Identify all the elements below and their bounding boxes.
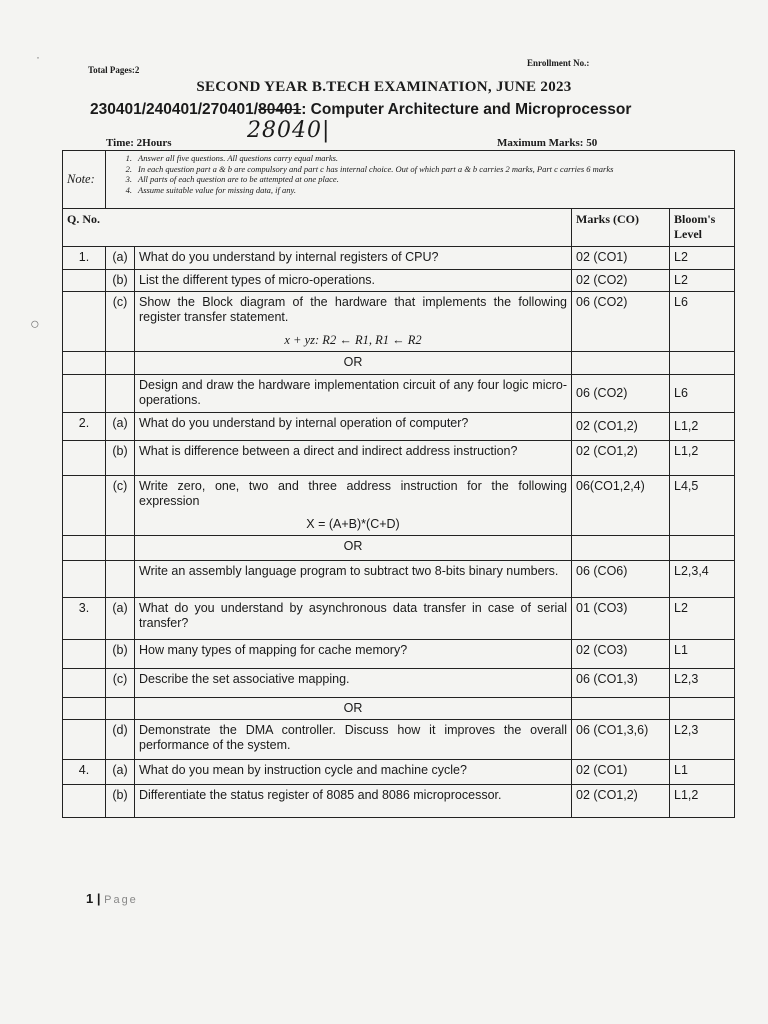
question-text: Differentiate the status register of 8085 and 8086 microprocessor. — [135, 785, 572, 818]
question-text: What do you mean by instruction cycle and machine cycle? — [135, 760, 572, 785]
question-text: Demonstrate the DMA controller. Discuss how it improves the overall performance of the system. — [135, 720, 572, 760]
question-level: L2 — [670, 247, 735, 270]
question-number — [63, 640, 106, 669]
question-level: L4,5 — [670, 476, 735, 536]
col-blooms-header: Bloom's Level — [670, 209, 735, 247]
question-part: (a) — [106, 598, 135, 640]
question-marks: 02 (CO1,2) — [572, 441, 670, 476]
question-level: L1,2 — [670, 441, 735, 476]
question-row — [63, 247, 735, 270]
question-text: What do you understand by internal registers of CPU? — [135, 247, 572, 270]
course-code-line — [90, 101, 631, 119]
enrollment-label: Enrollment No.: — [527, 58, 590, 68]
note-item: 3. All parts of each question are to be attempted at one place. — [125, 174, 339, 184]
question-number — [63, 270, 106, 292]
course-title: : Computer Architecture and Microprocessor — [301, 101, 632, 118]
time-label: Time: 2Hours — [106, 137, 172, 149]
col-marks-header: Marks (CO) — [572, 209, 670, 247]
question-marks: 02 (CO1) — [572, 760, 670, 785]
exam-title: SECOND YEAR B.TECH EXAMINATION, JUNE 2023 — [196, 79, 572, 95]
question-number: 3. — [63, 598, 106, 640]
question-row — [63, 720, 735, 760]
question-marks: 06 (CO6) — [572, 561, 670, 598]
page-word: Page — [104, 894, 138, 906]
question-level — [670, 352, 735, 375]
question-level — [670, 536, 735, 561]
question-row — [63, 669, 735, 698]
question-part: (a) — [106, 247, 135, 270]
question-level: L2,3 — [670, 720, 735, 760]
question-text: Design and draw the hardware implementation circuit of any four logic micro-operations. — [135, 375, 572, 413]
question-row — [63, 292, 735, 352]
question-text: OR — [135, 536, 572, 561]
total-pages: Total Pages:2 — [88, 65, 140, 75]
question-text: Write an assembly language program to subtract two 8-bits binary numbers. — [135, 561, 572, 598]
question-level: L1 — [670, 760, 735, 785]
question-row — [63, 270, 735, 292]
question-row — [63, 413, 735, 441]
question-marks — [572, 352, 670, 375]
margin-mark: ○ — [30, 316, 40, 333]
question-number — [63, 292, 106, 352]
question-number — [63, 698, 106, 720]
question-part: (a) — [106, 760, 135, 785]
question-number — [63, 476, 106, 536]
question-part: (b) — [106, 441, 135, 476]
notes-list — [106, 151, 735, 209]
question-row — [63, 640, 735, 669]
question-text: How many types of mapping for cache memory? — [135, 640, 572, 669]
question-part: (c) — [106, 669, 135, 698]
question-number — [63, 669, 106, 698]
question-part: (a) — [106, 413, 135, 441]
question-level: L2 — [670, 598, 735, 640]
question-level: L2,3,4 — [670, 561, 735, 598]
question-row — [63, 441, 735, 476]
question-number — [63, 536, 106, 561]
question-marks — [572, 536, 670, 561]
page-footer — [86, 891, 138, 906]
formula: X = (A+B)*(C+D) — [306, 517, 400, 531]
question-marks: 02 (CO2) — [572, 270, 670, 292]
question-text: OR — [135, 698, 572, 720]
question-level: L2 — [670, 270, 735, 292]
question-text: List the different types of micro-operations. — [135, 270, 572, 292]
question-row — [63, 760, 735, 785]
question-level: L6 — [670, 292, 735, 352]
question-text: Show the Block diagram of the hardware that implements the following register transfer statement. x + yz: R2 ← R1, R1 ← R2 — [135, 292, 572, 352]
question-part: (b) — [106, 640, 135, 669]
question-marks: 02 (CO3) — [572, 640, 670, 669]
question-marks: 06 (CO2) — [572, 375, 670, 413]
question-number: 2. — [63, 413, 106, 441]
question-level — [670, 698, 735, 720]
note-label: Note: — [63, 151, 106, 209]
question-row — [63, 785, 735, 818]
struck-code: 80401 — [258, 101, 302, 118]
question-part: (c) — [106, 476, 135, 536]
question-level: L1,2 — [670, 785, 735, 818]
question-marks: 06 (CO1,3) — [572, 669, 670, 698]
question-text: OR — [135, 352, 572, 375]
question-number — [63, 441, 106, 476]
question-part: (d) — [106, 720, 135, 760]
question-marks: 01 (CO3) — [572, 598, 670, 640]
question-number — [63, 785, 106, 818]
question-part — [106, 352, 135, 375]
question-part — [106, 375, 135, 413]
question-level: L6 — [670, 375, 735, 413]
question-row — [63, 476, 735, 536]
question-level: L2,3 — [670, 669, 735, 698]
question-number — [63, 720, 106, 760]
question-number — [63, 561, 106, 598]
question-text: What is difference between a direct and indirect address instruction? — [135, 441, 572, 476]
max-marks-label: Maximum Marks: 50 — [497, 137, 598, 149]
course-codes: 230401/240401/270401/ — [90, 101, 259, 118]
question-number — [63, 375, 106, 413]
question-marks: 06 (CO1,3,6) — [572, 720, 670, 760]
question-row — [63, 561, 735, 598]
question-text: Write zero, one, two and three address instruction for the following expression X = (A+B)*(C+D) — [135, 476, 572, 536]
col-qno-header: Q. No. — [63, 209, 572, 247]
note-item: 4. Assume suitable value for missing data, if any. — [125, 184, 296, 195]
question-number: 4. — [63, 760, 106, 785]
question-row — [63, 352, 735, 375]
question-part — [106, 536, 135, 561]
question-part: (b) — [106, 785, 135, 818]
question-part: (c) — [106, 292, 135, 352]
question-text: Describe the set associative mapping. — [135, 669, 572, 698]
question-marks: 02 (CO1,2) — [572, 785, 670, 818]
note-item: 2. In each question part a & b are compulsory and part c has internal choice. Out of which part a & b carries 2 marks, Part c carries 6 marks — [125, 163, 614, 174]
question-number: 1. — [63, 247, 106, 270]
handwritten-code: 28040| — [247, 118, 331, 143]
notes-row — [63, 151, 735, 209]
question-level: L1,2 — [670, 413, 735, 441]
question-row — [63, 598, 735, 640]
question-marks: 02 (CO1,2) — [572, 413, 670, 441]
question-part — [106, 561, 135, 598]
question-table — [62, 150, 735, 818]
question-row — [63, 375, 735, 413]
question-marks: 06(CO1,2,4) — [572, 476, 670, 536]
table-header — [63, 209, 735, 247]
question-row — [63, 536, 735, 561]
question-marks: 06 (CO2) — [572, 292, 670, 352]
question-number — [63, 352, 106, 375]
question-text: What do you understand by internal operation of computer? — [135, 413, 572, 441]
question-row — [63, 698, 735, 720]
formula: x + yz: R2 ← R1, R1 ← R2 — [284, 333, 422, 347]
question-level: L1 — [670, 640, 735, 669]
note-item: 1. Answer all five questions. All questions carry equal marks. — [125, 153, 339, 163]
question-text: What do you understand by asynchronous data transfer in case of serial transfer? — [135, 598, 572, 640]
question-marks: 02 (CO1) — [572, 247, 670, 270]
page-number: 1 | — [86, 891, 101, 906]
question-marks — [572, 698, 670, 720]
margin-mark: · — [36, 50, 40, 64]
question-part — [106, 698, 135, 720]
question-part: (b) — [106, 270, 135, 292]
